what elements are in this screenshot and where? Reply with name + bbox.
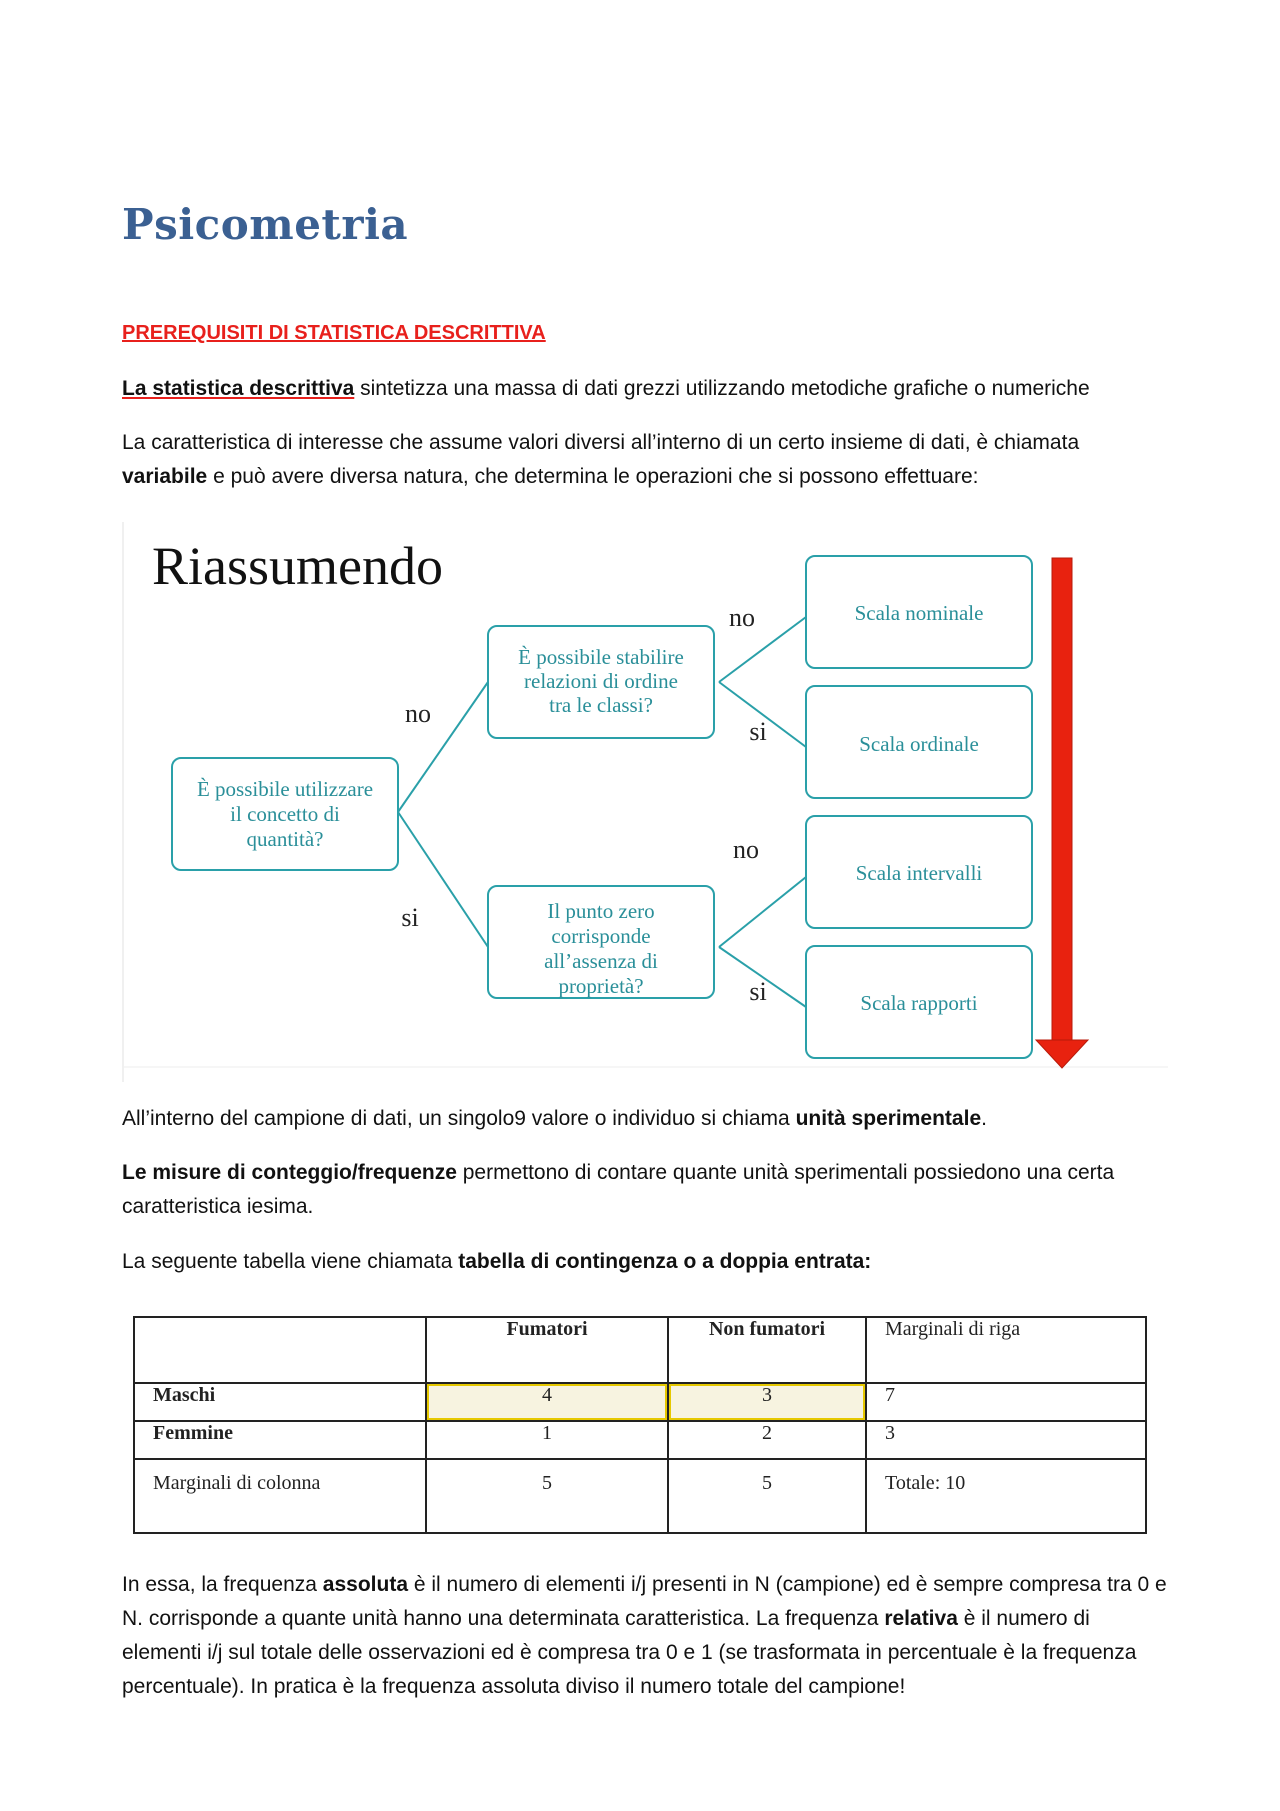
order-question-box <box>488 626 714 738</box>
page-title: Psicometria <box>122 200 409 249</box>
table-header-cell <box>134 1317 426 1383</box>
order-question-line: È possibile stabilire <box>518 645 684 669</box>
table-header-row <box>134 1317 1146 1383</box>
table-header-cell: Fumatori <box>426 1317 668 1383</box>
bold-term: tabella di contingenza o a doppia entrata: <box>458 1250 872 1273</box>
paragraph-text: La seguente tabella viene chiamata <box>122 1250 459 1273</box>
scale-label: Scala ordinale <box>859 732 979 756</box>
bold-term: relativa <box>884 1607 958 1630</box>
paragraph-text: All’interno del campione di dati, un singolo9 valore o individuo si chiama <box>122 1107 796 1130</box>
table-cell: 7 <box>866 1383 1146 1421</box>
paragraph-text: sintetizza una massa di dati grezzi utilizzando metodiche grafiche o numeriche <box>354 377 1090 400</box>
root-question-line: È possibile utilizzare <box>196 777 374 801</box>
paragraph-text: permettono di contare quante unità sperimentali possiedono una certa caratteristica iesima. <box>122 1161 1115 1218</box>
branch-label-no: no <box>733 835 759 864</box>
paragraph-text: La caratteristica di interesse che assume valori diversi all’interno di un certo insieme di dati, è chiamata <box>122 431 1080 454</box>
table-row <box>134 1459 1146 1533</box>
branch-label-si: si <box>749 977 767 1006</box>
table-cell: 3 <box>866 1421 1146 1459</box>
bold-term: Le misure di conteggio/frequenze <box>122 1161 457 1184</box>
table-cell: 3 <box>668 1383 866 1421</box>
scale-interval-box <box>806 816 1032 928</box>
bold-term: La statistica descrittiva <box>122 377 355 400</box>
table-cell: 5 <box>668 1459 866 1533</box>
paragraph-text: è il numero di elementi i/j sul totale delle osservazioni ed è compresa tra 0 e 1 (se trasformata in percentuale è la frequenza percentuale). In pratica è la frequenza assoluta diviso il numero totale del campione! <box>122 1607 1137 1698</box>
table-row-label: Marginali di colonna <box>134 1459 426 1533</box>
root-question-box <box>172 758 398 870</box>
branch-label-no: no <box>729 603 755 632</box>
table-cell: 5 <box>426 1459 668 1533</box>
order-question-line: tra le classi? <box>549 693 653 717</box>
bold-term: assoluta <box>322 1573 408 1596</box>
paragraph-frequencies <box>122 1568 1167 1704</box>
paragraph-descriptive-stats <box>122 372 1167 406</box>
root-question-line: quantità? <box>246 827 324 851</box>
table-row <box>134 1421 1146 1459</box>
bold-term: variabile <box>122 465 208 488</box>
root-question-line: il concetto di <box>230 802 340 826</box>
table-header-cell: Non fumatori <box>668 1317 866 1383</box>
table-header-cell: Marginali di riga <box>866 1317 1146 1383</box>
paragraph-text: è il numero di elementi i/j presenti in N (campione) ed è sempre compresa tra 0 e N. corrisponde a quante unità hanno una determinata caratteristica. La frequenza <box>122 1573 1167 1630</box>
paragraph-table-intro <box>122 1245 1167 1279</box>
table-cell: 2 <box>668 1421 866 1459</box>
zero-question-line: proprietà? <box>558 974 644 998</box>
scale-label: Scala intervalli <box>855 861 983 885</box>
table-row-label: Maschi <box>134 1383 426 1421</box>
table-row-label: Femmine <box>134 1421 426 1459</box>
branch-label-no: no <box>405 699 431 728</box>
table-row <box>134 1383 1146 1421</box>
section-heading: PREREQUISITI DI STATISTICA DESCRITTIVA <box>122 322 546 344</box>
paragraph-text: In essa, la frequenza <box>122 1573 323 1596</box>
zero-question-line: all’assenza di <box>544 949 658 973</box>
diagram-title: Riassumendo <box>152 536 443 596</box>
scale-ordinal-box <box>806 686 1032 798</box>
paragraph-text: . <box>981 1107 987 1130</box>
scale-label: Scala rapporti <box>860 991 978 1015</box>
contingency-table <box>133 1316 1147 1534</box>
branch-label-si: si <box>401 903 419 932</box>
scale-ratio-box <box>806 946 1032 1058</box>
table-cell: 4 <box>426 1383 668 1421</box>
scale-nominal-box <box>806 556 1032 668</box>
scale-label: Scala nominale <box>854 601 984 625</box>
paragraph-variable <box>122 426 1167 494</box>
zero-question-line: corrisponde <box>551 924 651 948</box>
summary-diagram <box>122 522 1168 1082</box>
paragraph-text: e può avere diversa natura, che determina le operazioni che si possono effettuare: <box>207 465 979 488</box>
zero-point-question-box <box>488 886 714 998</box>
paragraph-experimental-unit <box>122 1102 1167 1136</box>
branch-label-si: si <box>749 717 767 746</box>
order-question-line: relazioni di ordine <box>524 669 678 693</box>
paragraph-frequency-measures <box>122 1156 1167 1224</box>
table-cell: Totale: 10 <box>866 1459 1146 1533</box>
bold-term: unità sperimentale <box>795 1107 982 1130</box>
table-cell: 1 <box>426 1421 668 1459</box>
zero-question-line: Il punto zero <box>547 899 655 923</box>
